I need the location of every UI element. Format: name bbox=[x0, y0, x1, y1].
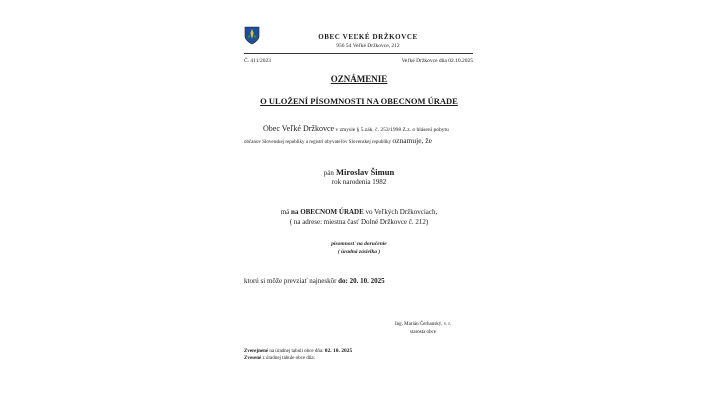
removed-text: z úradnej tabule obce dňa: bbox=[261, 356, 315, 361]
office-prefix: má bbox=[280, 208, 292, 216]
deadline-text: ktorú si môže prevziať najneskôr bbox=[244, 277, 339, 285]
intro-municipality: Obec Veľké Držkovce bbox=[263, 124, 335, 133]
signatory-role: starosta obce bbox=[410, 330, 436, 335]
intro-legal-ref-cont: občanov Slovenskej republiky a registri obyvateľov Slovenskej republiky bbox=[244, 140, 393, 145]
deadline-date: do: 20. 10. 2025 bbox=[338, 277, 385, 285]
header-divider bbox=[244, 53, 473, 54]
intro-legal-ref: v zmysle § 5.zák. č. 253/1998 Z.z. o hlásení pobytu bbox=[334, 127, 449, 133]
removed-line bbox=[244, 356, 315, 361]
reference-number: Č. 411/2023 bbox=[244, 58, 271, 64]
notice-subtitle: O ULOŽENÍ PÍSOMNOSTI NA OBECNOM ÚRADE bbox=[260, 96, 458, 106]
posted-line bbox=[244, 348, 352, 354]
recipient bbox=[324, 167, 394, 177]
office-name: na OBECNOM ÚRADE bbox=[291, 208, 364, 216]
intro-line-2 bbox=[244, 136, 432, 145]
recipient-prefix: pán bbox=[323, 169, 334, 177]
posted-date: 02. 10. 2025 bbox=[324, 348, 353, 354]
municipality-address: 956 54 Veľké Držkovce, 212 bbox=[336, 43, 400, 49]
document-type: písomnosť na doručenie bbox=[331, 241, 387, 247]
office-address: ( na adrese: miestna časť Dolné Držkovce č. 212) bbox=[289, 218, 429, 226]
pickup-deadline bbox=[244, 277, 385, 285]
municipal-crest-icon bbox=[244, 26, 260, 45]
notice-title: OZNÁMENIE bbox=[330, 74, 388, 84]
document-subtype: ( úradná zásielka ) bbox=[337, 249, 381, 255]
recipient-birth-year: rok narodenia 1982 bbox=[331, 178, 387, 186]
recipient-name: Miroslav Šimun bbox=[336, 167, 395, 177]
intro-announces: oznamuje, že bbox=[392, 136, 432, 145]
intro-line-1 bbox=[263, 124, 449, 133]
removed-label: Zvesené bbox=[244, 356, 262, 361]
posted-text: na úradnej tabuli obce dňa: bbox=[268, 349, 325, 354]
signatory-name: Ing. Marián Čerhanský, v. r. bbox=[394, 322, 452, 327]
posted-label: Zverejnené bbox=[244, 349, 269, 354]
office-line bbox=[281, 208, 438, 216]
place-and-date: Veľké Držkovce dňa 02.10.2025 bbox=[401, 58, 473, 64]
municipality-name: OBEC VEĽKÉ DRŽKOVCE bbox=[318, 33, 418, 41]
office-suffix: vo Veľkých Držkovciach, bbox=[363, 208, 438, 216]
